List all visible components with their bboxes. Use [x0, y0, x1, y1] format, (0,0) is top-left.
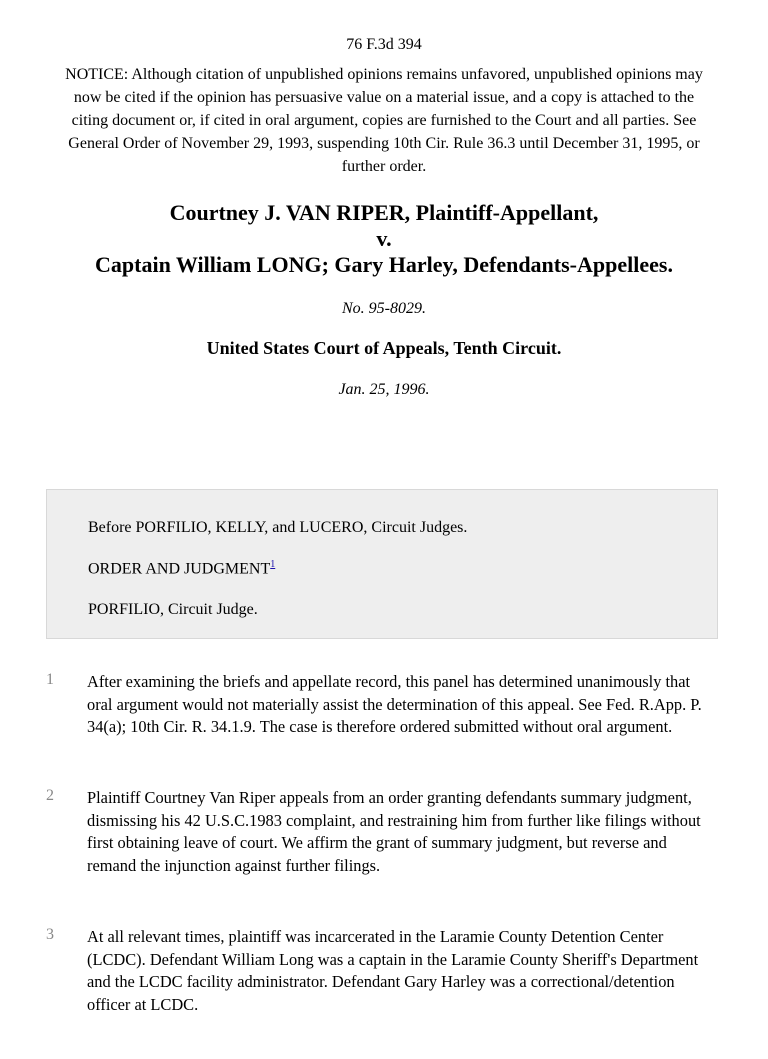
- author-line: PORFILIO, Circuit Judge.: [88, 601, 258, 618]
- court-name: United States Court of Appeals, Tenth Circuit.: [206, 338, 562, 358]
- citation: 76 F.3d 394: [346, 36, 422, 53]
- docket-number: No. 95-8029.: [342, 300, 426, 317]
- footnote-link[interactable]: 1: [270, 559, 276, 570]
- decision-date: Jan. 25, 1996.: [338, 381, 430, 398]
- order-title-text: ORDER AND JUDGMENT: [88, 560, 271, 578]
- order-title: [88, 559, 275, 578]
- paragraph-number: 3: [46, 926, 54, 943]
- paragraph-text: Plaintiff Courtney Van Riper appeals from an order granting defendants summary judgment, dismissing his 42 U.S.C.1983 complaint, and restraining him from further like filings without first obtaining leave of court. We affirm the grant of summary judgment, but reverse and remand the injunction against further filings.: [87, 788, 701, 875]
- paragraph-number: 1: [46, 671, 54, 688]
- case-caption: [0, 200, 768, 278]
- judges-line: Before PORFILIO, KELLY, and LUCERO, Circuit Judges.: [88, 519, 468, 536]
- versus-line: v.: [376, 226, 392, 251]
- paragraph-text: At all relevant times, plaintiff was incarcerated in the Laramie County Detention Center (LCDC). Defendant William Long was a captain in the Laramie County Sheriff's Department and the LCDC facility administrator. Defendant Gary Harley was a correctional/detention officer at LCDC.: [87, 927, 699, 1014]
- notice-text: NOTICE: Although citation of unpublished opinions remains unfavored, unpublished opinions may now be cited if the opinion has persuasive value on a material issue, and a copy is attached to the citing document or, if cited in oral argument, copies are furnished to the Court and all parties. See General Order of November 29, 1993, suspending 10th Cir. Rule 36.3 until December 31, 1995, or further order.: [65, 66, 703, 175]
- defendants-line: Captain William LONG; Gary Harley, Defendants-Appellees.: [95, 252, 673, 277]
- judges-panel: [46, 489, 718, 639]
- paragraph-number: 2: [46, 787, 54, 804]
- plaintiff-line: Courtney J. VAN RIPER, Plaintiff-Appellant,: [169, 200, 599, 225]
- paragraph-text: After examining the briefs and appellate record, this panel has determined unanimously that oral argument would not materially assist the determination of this appeal. See Fed. R.App. P. 34(a); 10th Cir. R. 34.1.9. The case is therefore ordered submitted without oral argument.: [87, 672, 702, 736]
